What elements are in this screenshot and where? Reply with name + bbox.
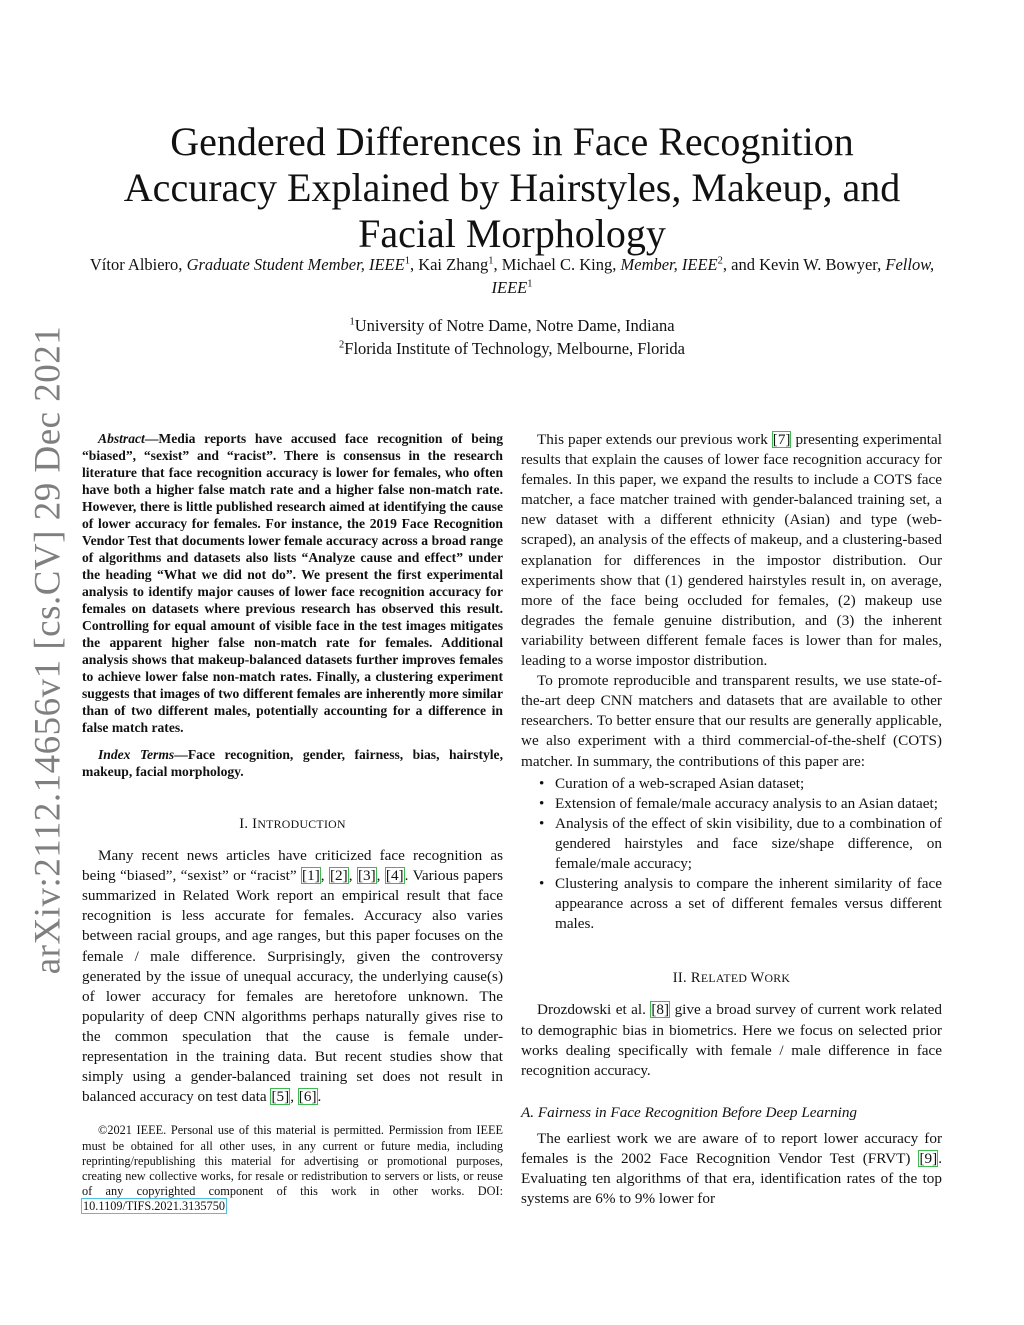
author-4-affil: 1: [527, 278, 533, 290]
author-4: , and Kevin W. Bowyer,: [722, 255, 886, 274]
list-item: • Clustering analysis to compare the inherent similarity of face appearance across a set of different females versus different males.: [555, 874, 942, 934]
author-list: [82, 253, 942, 299]
section-heading-introduction: I. INTRODUCTION: [239, 816, 346, 832]
author-1-role: Graduate Student Member, IEEE: [186, 255, 405, 274]
index-terms-label: Index Terms: [98, 747, 175, 762]
left-column: [82, 430, 503, 1215]
contributions-list: [521, 774, 942, 935]
citation-link[interactable]: [1]: [302, 867, 320, 885]
author-2-affil: 1: [488, 255, 494, 267]
citation-link[interactable]: [4]: [385, 867, 404, 885]
author-1: Vítor Albiero,: [89, 255, 187, 274]
citation-link[interactable]: [6]: [298, 1088, 317, 1106]
index-terms-text: —Face recognition, gender, fairness, bias, hairstyle, makeup, facial morphology.: [82, 747, 503, 779]
citation-link[interactable]: [3]: [357, 867, 376, 885]
index-terms: [82, 746, 503, 780]
doi-link[interactable]: 10.1109/TIFS.2021.3135750: [83, 1199, 225, 1214]
copyright-notice: ©2021 IEEE. Personal use of this material is permitted. Permission from IEEE must be obtained for all other uses, in any current or future media, including reprinting/republishing this material for advertising or promotional purposes, creating new collective works, for resale or redistribution to servers or lists, or reuse of any copyrighted component of this work in other works. DOI: 10.1109/TIFS.2021.3135750: [82, 1123, 503, 1214]
abstract-label: Abstract: [98, 431, 145, 446]
section-heading-related-work: II. RELATED WORK: [672, 970, 791, 987]
contribution-paragraph: This paper extends our previous work [7] presenting experimental results that explain the causes of lower face recognition accuracy for females. In this paper, we expand the results to include a COTS face matcher, a face matcher trained with gender-balanced training set, a new dataset with a different ethnicity (Asian) and type (web-scraped), an analysis of the effects of makeup, and a clustering-based explanation for differences in the impostor distribution. Our experiments show that (1) gendered hairstyles result in, on average, more of the face being occluded for females, (2) makeup use degrades the female genuine distribution, and (3) the inherent variability between different female faces is lower than for males, leading to a worse impostor distribution.: [521, 431, 942, 670]
affiliation-1: $^1$University of Notre Dame, Notre Dame, Indiana: [349, 316, 675, 335]
list-item: • Analysis of the effect of skin visibility, due to a combination of gendered hairstyles and face size/shape difference, on female/male accuracy;: [555, 814, 942, 874]
related-work-paragraph: Drozdowski et al. [8] give a broad survey of current work related to demographic bias in biometrics. Here we focus on selected prior works dealing specifically with female / male difference in face recognition accuracy.: [521, 1001, 942, 1079]
subsection-heading: A. Fairness in Face Recognition Before Deep Learning: [521, 1103, 858, 1121]
intro-paragraph: Many recent news articles have criticized face recognition as being “biased”, “sexist” or “racist” [1], [2], [3], [4]. Various papers summarized in Related Work report an empirical result that face recognition is less accurate for females. Accuracy also varies between racial groups, and age ranges, but this paper focuses on the female / male difference. Surprisingly, given the controversy generated by the issue of unequal accuracy, the underlying cause(s) of lower accuracy for females are heretofore unknown. The popularity of deep CNN algorithms perhaps naturally gives rise to the common speculation that the cause is female under-representation in the training data. But recent studies show that simply using a gender-balanced training set does not result in balanced accuracy on test data [5], [6].: [82, 847, 504, 1106]
citation-link[interactable]: [8]: [651, 1001, 670, 1019]
abstract-text: —Media reports have accused face recognition of being “biased”, “sexist” and “racist”. There is consensus in the research literature that face recognition accuracy is lower for females, who often have both a higher false match rate and a higher false non-match rate. However, there is little published research aimed at identifying the cause of lower accuracy for females. For instance, the 2019 Face Recognition Vendor Test that documents lower female accuracy across a broad range of algorithms and datasets also lists “Analyze cause and effect” under the heading “What we did not do”. We present the first experimental analysis to identify major causes of lower face recognition accuracy for females on datasets where previous research has observed this result. Controlling for equal amount of visible face in the test images mitigates the apparent higher false non-match rate for females. Additional analysis shows that makeup-balanced datasets further improves females to achieve lower false non-match rates. Finally, a clustering experiment suggests that images of two different females are inherently more similar than of two different males, potentially accounting for a difference in false match rates.: [82, 431, 503, 735]
author-3-role: Member, IEEE: [620, 255, 718, 274]
citation-link[interactable]: [5]: [271, 1088, 290, 1106]
author-2: , Kai Zhang: [409, 255, 489, 274]
author-3-affil: 2: [717, 255, 723, 267]
abstract: [82, 430, 503, 736]
arxiv-identifier-stamp: arXiv:2112.14656v1 [cs.CV] 29 Dec 2021: [27, 325, 69, 975]
reproducibility-paragraph: To promote reproducible and transparent results, we use state-of-the-art deep CNN matchers and datasets that are available to other researchers. To better ensure that our results are generally applicable, we also experiment with a third commercial-of-the-shelf (COTS) matcher. In summary, the contributions of this paper are:: [521, 672, 942, 770]
list-item: • Curation of a web-scraped Asian dataset;: [555, 774, 942, 794]
right-column: [521, 430, 942, 1209]
citation-link[interactable]: [9]: [919, 1150, 938, 1167]
affiliations: [82, 314, 942, 360]
frvt-paragraph: The earliest work we are aware of to report lower accuracy for females is the 2002 Face Recognition Vendor Test (FRVT) [9]. Evaluating ten algorithms of that era, identification rates of the top systems are 6% to 9% lower for: [521, 1129, 942, 1208]
affiliation-2: $^2$Florida Institute of Technology, Melbourne, Florida: [339, 339, 685, 358]
citation-link[interactable]: [2]: [330, 867, 348, 885]
list-item: • Extension of female/male accuracy analysis to an Asian dataet;: [555, 794, 942, 814]
author-4-role: Fellow, IEEE: [491, 255, 935, 297]
paper-title: Gendered Differences in Face Recognition Accuracy Explained by Hairstyles, Makeup, and Facial Morphology: [123, 118, 901, 256]
author-1-affil: 1: [404, 255, 410, 267]
citation-link[interactable]: [7]: [772, 431, 791, 448]
author-3: , Michael C. King,: [493, 255, 621, 274]
